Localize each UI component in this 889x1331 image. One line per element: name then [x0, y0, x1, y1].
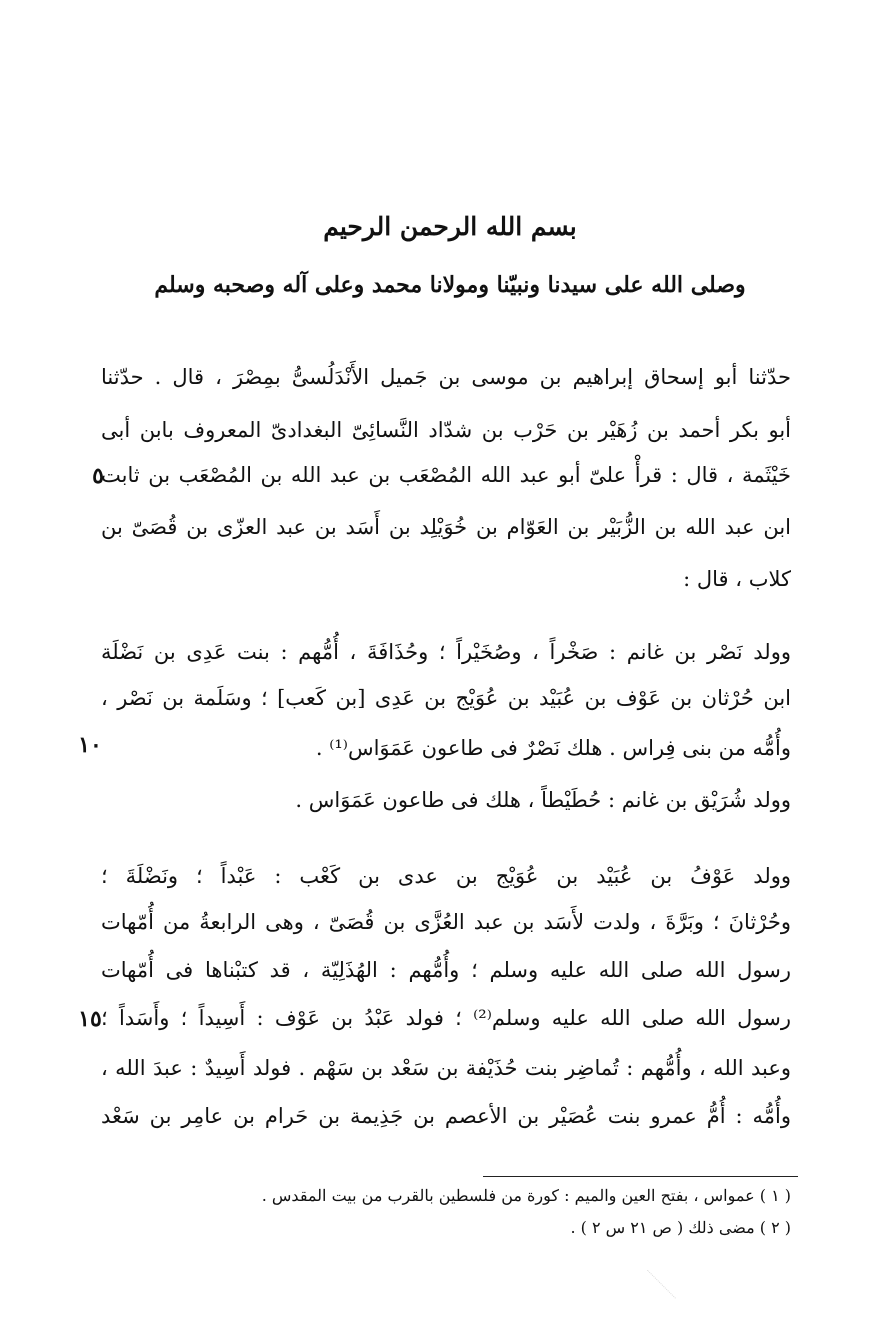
text-line: وعبد الله ، وأُمُّهم : تُماضِر بنت حُذَيْفة بن سَعْد بن سَهْم . فولد أَسِيدٌ : عبدَ الله ،	[101, 1056, 791, 1080]
text-line: وولد عَوْفُ بن عُبَيْد بن عُوَيْج بن عدى بن كَعْب : عَبْداً ؛ ونَضْلَةَ ؛	[101, 864, 791, 888]
text-line: ابن عبد الله بن الزُّبَيْر بن العَوّام بن خُوَيْلِد بن أَسَد بن عبد العزّى بن قُصَىّ بن	[101, 515, 791, 539]
text-line: كلاب ، قال :	[683, 567, 791, 591]
text-line: وولد شُرَيْق بن غانم : حُطَيْطاً ، هلك فى طاعون عَمَوَاس .	[295, 788, 791, 812]
text-line: خَيْثَمة ، قال : قرأْ علىّ أبو عبد الله المُصْعَب بن عبد الله بن المُصْعَب بن ثابت	[101, 463, 791, 487]
footnote-separator	[483, 1176, 798, 1177]
basmala-heading: بسم الله الرحمن الرحيم	[323, 212, 577, 241]
text-line: رسول الله صلى الله عليه وسلم ؛ وأُمُّهم : الهُذَلِيّة ، قد كتبْناها فى أُمّهات	[101, 958, 791, 982]
footnote: ( ١ ) عمواس ، بفتح العين والميم : كورة من فلسطين بالقرب من بيت المقدس .	[261, 1186, 791, 1205]
text-line: وأُمُّه من بنى فِراس . هلك نَصْرٌ فى طاعون عَمَوَاس⁽¹⁾ .	[315, 736, 791, 760]
text-line: أبو بكر أحمد بن زُهَيْر بن حَرْب بن شدّاد النَّسائِىّ البغدادىّ المعروف بابن أبى	[101, 418, 791, 442]
text-line: وولد نَصْر بن غانم : صَخْراً ، وصُخَيْراً ؛ وحُذَافَةَ ، أُمُّهم : بنت عَدِى بن نَضْلَة	[101, 640, 791, 664]
line-number: ٥	[92, 463, 104, 489]
text-line: وحُرْثانَ ؛ وبَرَّةَ ، ولدت لأَسَد بن عبد العُزَّى بن قُصَىّ ، وهى الرابعةُ من أُمّهات	[101, 910, 791, 934]
salawat-line: وصلى الله على سيدنا ونبيّنا ومولانا محمد وعلى آله وصحبه وسلم	[154, 272, 746, 298]
line-number: ١٥	[78, 1006, 102, 1032]
line-number: ١٠	[78, 732, 102, 758]
text-line: وأُمُّه : أُمُّ عمرو بنت عُصَيْر بن الأعصم بن جَذِيمة بن حَرام بن عامِر بن سَعْد	[101, 1104, 791, 1128]
text-line: ابن حُرْثان بن عَوْف بن عُبَيْد بن عُوَيْج بن عَدِى [بن كَعب] ؛ وسَلَمة بن نَصْر ،	[101, 686, 791, 710]
footnote: ( ٢ ) مضى ذلك ( ص ٢١ س ٢ ) .	[570, 1218, 791, 1237]
scan-mark	[647, 1241, 704, 1298]
text-line: حدّثنا أبو إسحاق إبراهيم بن موسى بن جَميل الأَنْدَلُسىُّ بمِصْرَ ، قال . حدّثنا	[101, 365, 791, 389]
text-line: رسول الله صلى الله عليه وسلم⁽²⁾ ؛ فولد عَبْدُ بن عَوْف : أَسِيداً ؛ وأَسَداً ؛	[101, 1006, 791, 1030]
